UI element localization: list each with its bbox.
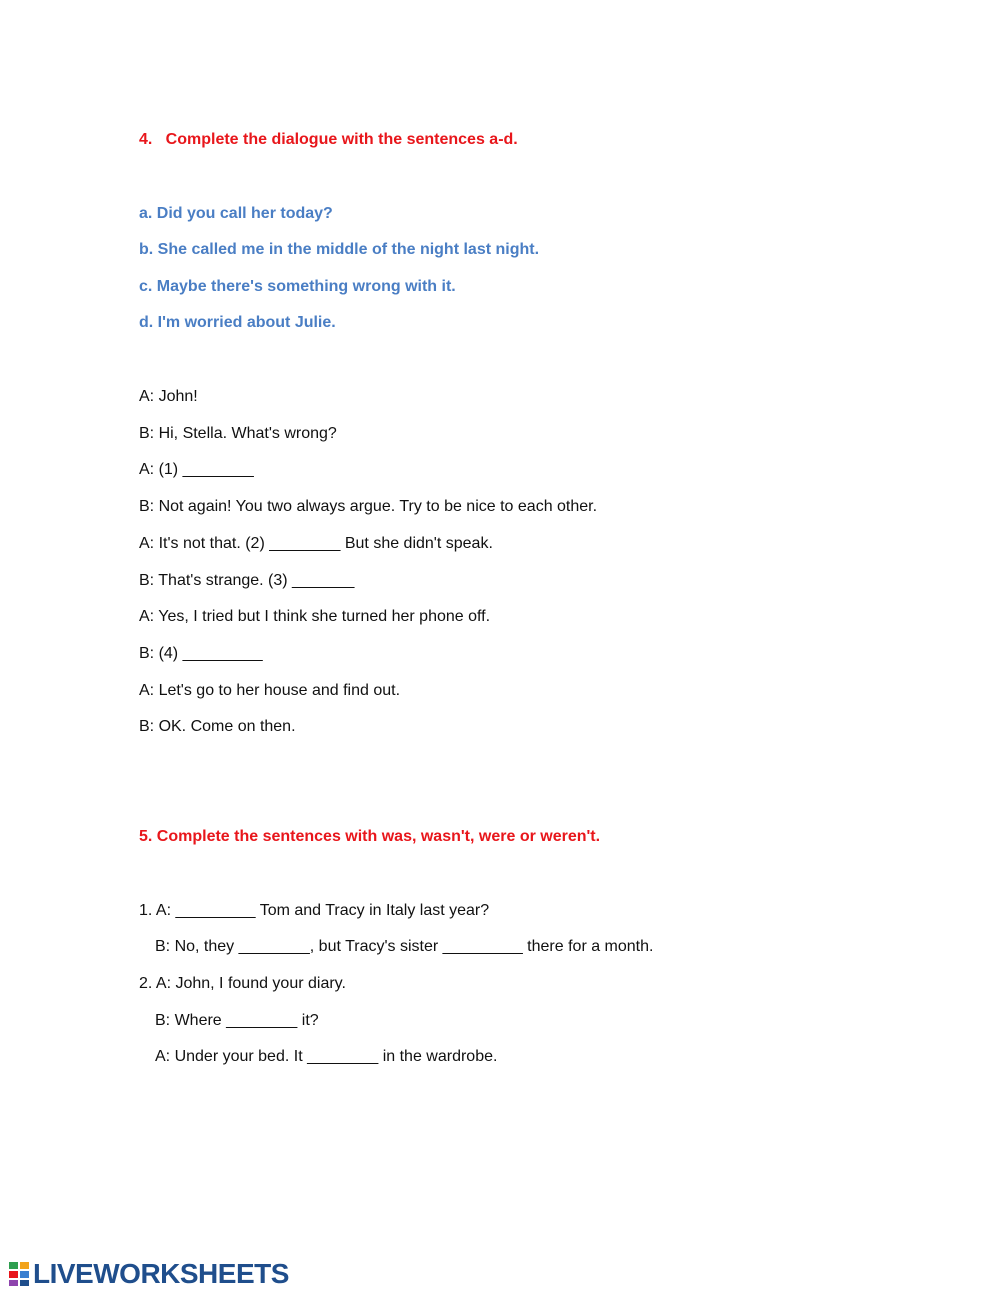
option-b: b. She called me in the middle of the night last night. — [139, 241, 540, 258]
dialogue-line-blank-2: A: It's not that. (2) ________ But she didn't speak. — [139, 535, 493, 552]
option-d: d. I'm worried about Julie. — [139, 314, 336, 331]
liveworksheets-logo-icon — [8, 1261, 30, 1287]
option-c: c. Maybe there's something wrong with it. — [139, 278, 456, 295]
sentence-line: 1. A: _________ Tom and Tracy in Italy last year? — [139, 902, 490, 919]
option-a: a. Did you call her today? — [139, 205, 333, 222]
logo-text: LIVEWORKSHEETS — [33, 1258, 289, 1289]
dialogue-line: B: OK. Come on then. — [139, 718, 296, 735]
dialogue-line: A: Yes, I tried but I think she turned her phone off. — [139, 608, 491, 625]
dialogue-line: A: Let's go to her house and find out. — [139, 682, 401, 699]
dialogue-line-blank-1: A: (1) ________ — [139, 461, 254, 478]
dialogue-line-blank-4: B: (4) _________ — [139, 645, 263, 662]
dialogue-line: B: Hi, Stella. What's wrong? — [139, 425, 337, 442]
sentence-line: A: Under your bed. It ________ in the wardrobe. — [155, 1048, 498, 1065]
exercise-4-title: 4. Complete the dialogue with the sentences a-d. — [139, 131, 518, 148]
dialogue-line: B: Not again! You two always argue. Try to be nice to each other. — [139, 498, 598, 515]
dialogue-line-blank-3: B: That's strange. (3) _______ — [139, 572, 355, 589]
sentence-line: 2. A: John, I found your diary. — [139, 975, 346, 992]
exercise-5-title: 5. Complete the sentences with was, wasn't, were or weren't. — [139, 828, 601, 845]
dialogue-line: A: John! — [139, 388, 198, 405]
liveworksheets-logo — [8, 1260, 289, 1288]
sentence-line: B: No, they ________, but Tracy's sister _________ there for a month. — [155, 938, 654, 955]
sentence-line: B: Where ________ it? — [155, 1012, 319, 1029]
